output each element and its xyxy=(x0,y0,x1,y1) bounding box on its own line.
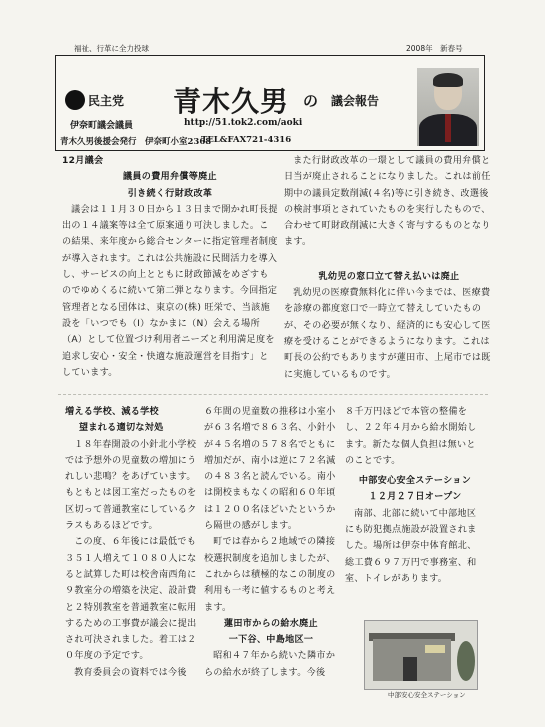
article-paragraph: ８千万円ほどで本管の整備をし、２２年４月から給水開始します。新たな個人負担は無いとのことです。 xyxy=(345,407,477,466)
article-title: 増える学校、減る学校 xyxy=(65,407,159,417)
article-title: 蓮田市からの給水廃止 xyxy=(224,618,318,629)
column-cost-and-infant-care xyxy=(284,153,494,383)
slogan: 福祉、行革に全力投球 xyxy=(74,44,149,53)
issuer-info: 青木久男後援会発行 伊奈町小室2368 xyxy=(60,137,212,147)
issue-label: 2008年 新春号 xyxy=(406,44,463,53)
party-name: 民主党 xyxy=(88,94,125,108)
author-photo xyxy=(417,68,479,146)
section-label: 12月議会 xyxy=(62,156,104,166)
article-paragraph: ６年間の児童数の推移は小室小が６３名増で８６３名、小針小が４５名増の５７８名でともに増加だが、南小は逆に７２名減の４８３名と読んでいる。南小は開校まもなくの昭和６０年頃は１２００名ほどいたというから隔世の感がします。 xyxy=(204,407,336,532)
newsletter-header xyxy=(55,55,485,151)
article-subtitle: 一下谷、中島地区一 xyxy=(228,635,314,646)
party-logo-icon xyxy=(65,90,85,110)
article-paragraph: 昭和４７年から続いた隣市からの給水が終了します。今後 xyxy=(204,651,336,678)
contact-info: TEL&FAX721-4316 xyxy=(201,135,292,145)
article-paragraph: 教育委員会の資料では今後 xyxy=(74,667,187,678)
article-paragraph: 南部、北部に続いて中部地区にも防犯拠点施設が設置されました。場所は伊奈中体育館北、総工費６９７万円で事務室、和室、トイレがあります。 xyxy=(345,508,477,584)
article-title: 議員の費用弁償等廃止 xyxy=(123,172,217,183)
article-paragraph: この度、６年後には最低でも３５１人増えて１０８０人になると試算した町は校舎南西角に９教室分の増築を決定、設計費と２特別教室を普通教室に転用するための工事費が議会に提出され可決されました。着工は２０年度の予定です。 xyxy=(65,537,197,662)
article-paragraph: また行財政改革の一環として議員の費用弁償と日当が廃止されることになりました。これは前任期中の議員定数削減(４名)等に引き続き、改選後の検討事項とされていたものを実行したもので、合わせて町財政削減に大きく寄与するものとなります。 xyxy=(284,156,491,248)
article-paragraph: 議会は１１月３０日から１３日まで開かれ町長提出の１４議案等は全て原案通り可決しました。この結果、来年度から総合センターに指定管理者制度が導入されます。これは公共施設に民間活力を導入し、サービスの向上とともに財政節減をめざすものでゆめくるに続いて第二弾となります。今回指定管理者となる団体は、東京の(株) 旺栄で、当該施設を「いつでも（I）なかまに（N）会える場所（A）として位置づけ利用者ニーズと利用満足度を追求し安心・安全・快適な施設運営を目指す」としています。 xyxy=(62,204,278,378)
author-name: 青木久男 xyxy=(173,85,290,118)
member-title: 伊奈町議会議員 xyxy=(70,121,134,131)
photo-caption: 中部安心安全ステーション xyxy=(388,691,466,699)
column-school-trends-water xyxy=(204,404,338,681)
article-subtitle: 引き続く行財政改革 xyxy=(127,188,213,199)
column-schools xyxy=(65,404,199,681)
article-paragraph: 乳幼児の医療費無料化に伴い今までは、医療費を診療の都度窓口で一時立て替えしていたものが、その必要が無くなり、経済的にも安心して医療を受けることができるようになります。これは町長の公約でもありますが蓮田市、上尾市では既に実施しているものです。 xyxy=(284,288,491,380)
section-divider xyxy=(58,394,488,395)
article-date: １２月２７日オープン xyxy=(368,492,462,503)
article-subtitle: 望まれる適切な対処 xyxy=(79,423,164,434)
article-title: 中部安心安全ステーション xyxy=(358,476,472,487)
website-url: http://51.tok2.com/aoki xyxy=(184,118,303,128)
article-paragraph: １８年春開設の小針北小学校では予想外の児童数の増加にうれしい悲鳴？をあげています。もともとは図工室だったものを区切って普通教室にしているクラスもあるほどです。 xyxy=(65,439,197,532)
report-title: 議会報告 xyxy=(331,94,380,108)
article-title: 乳幼児の窓口立て替え払いは廃止 xyxy=(318,271,460,282)
column-safety-station xyxy=(345,404,485,587)
no-particle: の xyxy=(303,92,319,110)
article-paragraph: 町では春から２地域での隣接校選択制度を追加しましたが、これからは積極的なこの制度の利用も一考に値するものと考えます。 xyxy=(204,537,336,613)
station-photo xyxy=(364,620,478,690)
column-december-assembly xyxy=(62,153,278,381)
